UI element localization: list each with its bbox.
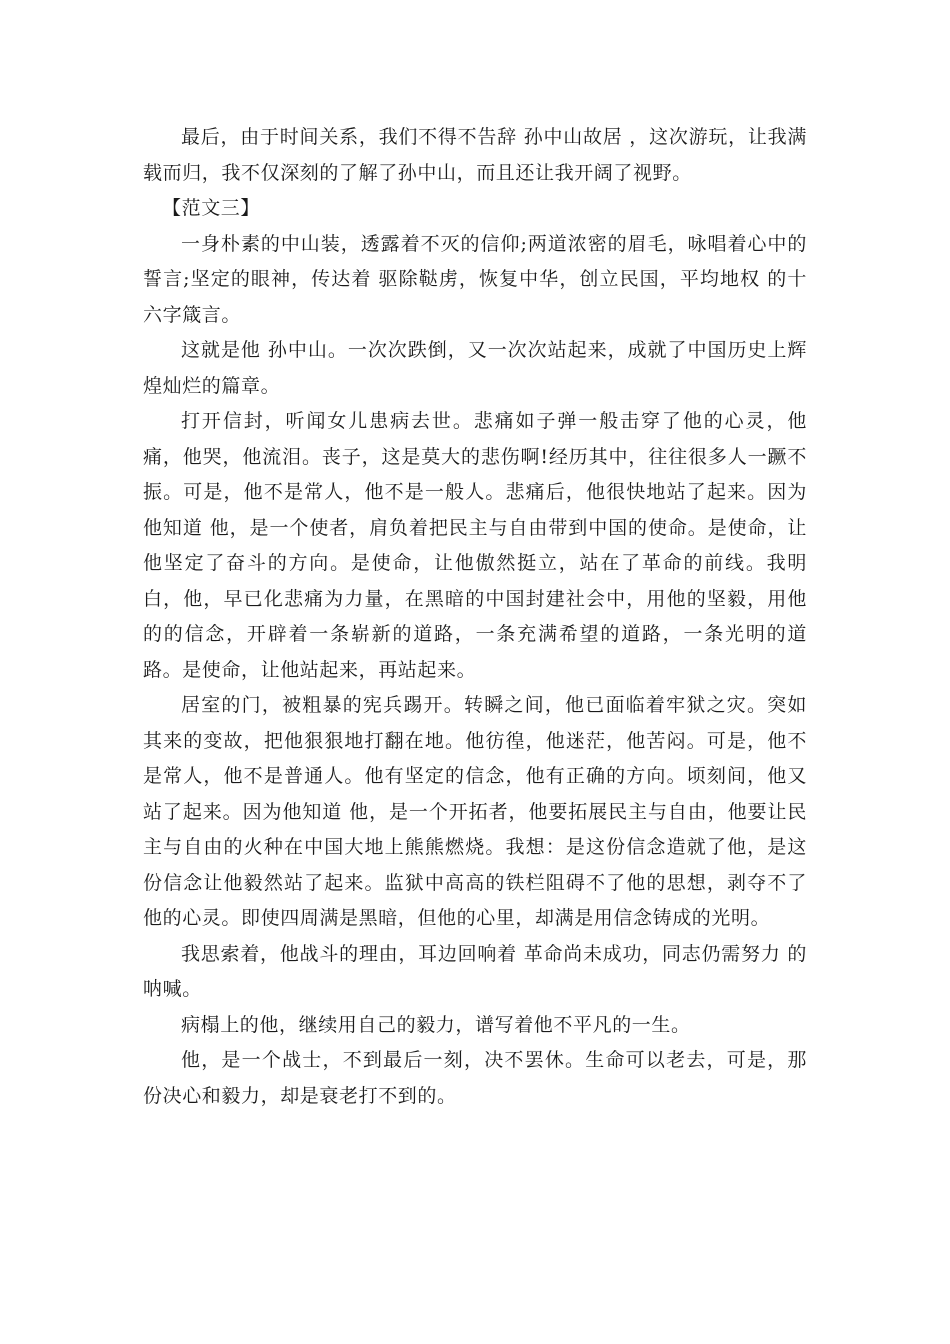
paragraph: 我思索着，他战斗的理由，耳边回响着 革命尚未成功，同志仍需努力 的呐喊。 (143, 942, 807, 1000)
paragraph: 一身朴素的中山装，透露着不灭的信仰;两道浓密的眉毛，咏唱着心中的誓言;坚定的眼神，传达着 驱除鞑虏，恢复中华，创立民国，平均地权 的十六字箴言。 (143, 232, 807, 326)
paragraph: 打开信封，听闻女儿患病去世。悲痛如子弹一般击穿了他的心灵，他痛，他哭，他流泪。丧子，这是莫大的悲伤啊!经历其中，往往很多人一蹶不振。可是，他不是常人，他不是一般人。悲痛后，他很快地站了起来。因为他知道 他，是一个使者，肩负着把民主与自由带到中国的使命。是使命，让他坚定了奋斗的方向。是使命，让他傲然挺立，站在了革命的前线。我明白，他，早已化悲痛为力量，在黑暗的中国封建社会中，用他的坚毅，用他的的信念，开辟着一条崭新的道路，一条充满希望的道路，一条光明的道路。是使命，让他站起来，再站起来。 (143, 410, 807, 681)
document-body (143, 120, 807, 1114)
paragraph: 最后，由于时间关系，我们不得不告辞 孙中山故居 ，这次游玩，让我满载而归，我不仅深刻的了解了孙中山，而且还让我开阔了视野。 (143, 126, 807, 184)
paragraph: 他，是一个战士，不到最后一刻，决不罢休。生命可以老去，可是，那份决心和毅力，却是衰老打不到的。 (143, 1049, 807, 1107)
paragraph: 这就是他 孙中山。一次次跌倒，又一次次站起来，成就了中国历史上辉煌灿烂的篇章。 (143, 339, 807, 397)
paragraph: 居室的门，被粗暴的宪兵踢开。转瞬之间，他已面临着牢狱之灾。突如其来的变故，把他狠狠地打翻在地。他彷徨，他迷茫，他苦闷。可是，他不是常人，他不是普通人。他有坚定的信念，他有正确的方向。顷刻间，他又站了起来。因为他知道 他，是一个开拓者，他要拓展民主与自由，他要让民主与自由的火种在中国大地上熊熊燃烧。我想：是这份信念造就了他，是这份信念让他毅然站了起来。监狱中高高的铁栏阻碍不了他的思想，剥夺不了他的心灵。即使四周满是黑暗，但他的心里，却满是用信念铸成的光明。 (143, 694, 807, 929)
paragraph: 病榻上的他，继续用自己的毅力，谱写着他不平凡的一生。 (181, 1013, 691, 1036)
section-heading: 【范文三】 (162, 197, 261, 219)
